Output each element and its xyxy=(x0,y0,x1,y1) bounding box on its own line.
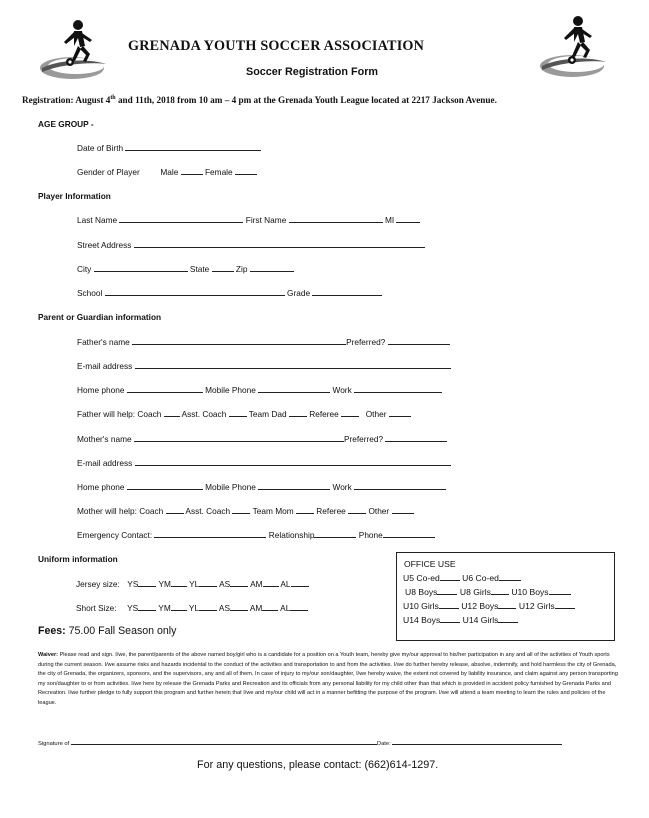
street-row xyxy=(77,239,425,250)
mother-coach-label: Coach xyxy=(139,506,164,516)
fees-value: 75.00 Fall Season only xyxy=(68,625,177,637)
first-name-field[interactable] xyxy=(289,214,383,223)
office-u8-boys-label: U8 Boys xyxy=(405,587,438,597)
office-u12-girls-label: U12 Girls xyxy=(518,601,555,611)
mother-home-phone-label: Home phone xyxy=(77,482,125,492)
shorts-as-label: AS xyxy=(218,603,230,613)
office-row-2 xyxy=(405,586,571,597)
team-mom-field[interactable] xyxy=(296,505,314,514)
first-name-label: First Name xyxy=(245,215,287,225)
shorts-al-label: AL xyxy=(280,603,291,613)
mother-asst-coach-field[interactable] xyxy=(232,505,250,514)
female-label: Female xyxy=(204,167,233,177)
father-other-field[interactable] xyxy=(389,408,411,417)
shorts-yl-field[interactable] xyxy=(199,602,217,611)
mother-name-field[interactable] xyxy=(134,433,344,442)
soccer-player-logo-left xyxy=(38,16,108,82)
state-label: State xyxy=(189,264,210,274)
father-preferred-field[interactable] xyxy=(388,336,450,345)
office-u8-girls-label: U8 Girls xyxy=(459,587,491,597)
shorts-yl-label: YL xyxy=(188,603,200,613)
shorts-am-field[interactable] xyxy=(262,602,278,611)
soccer-player-icon xyxy=(538,12,608,78)
jersey-al-label: AL xyxy=(280,579,291,589)
parent-info-heading: Parent or Guardian information xyxy=(38,312,162,322)
office-u10-girls-field[interactable] xyxy=(439,600,459,609)
zip-label: Zip xyxy=(235,264,248,274)
mother-email-row xyxy=(77,457,451,468)
father-asst-coach-label: Asst. Coach xyxy=(181,409,227,419)
father-email-row xyxy=(77,360,451,371)
office-u6-coed-label: U6 Co-ed xyxy=(462,573,499,583)
father-asst-coach-field[interactable] xyxy=(229,408,247,417)
mother-mobile-field[interactable] xyxy=(258,481,330,490)
fees-row xyxy=(38,625,176,637)
mother-other-label: Other xyxy=(368,506,390,516)
zip-field[interactable] xyxy=(250,263,294,272)
mother-preferred-field[interactable] xyxy=(385,433,447,442)
street-field[interactable] xyxy=(134,239,425,248)
contact-footer: For any questions, please contact: (662)614-1297. xyxy=(197,759,439,771)
office-u12-boys-label: U12 Boys xyxy=(461,601,499,611)
uniform-info-heading: Uniform information xyxy=(38,554,118,564)
office-u8-girls-field[interactable] xyxy=(491,586,509,595)
school-row xyxy=(77,287,382,298)
page-title: GRENADA YOUTH SOCCER ASSOCIATION xyxy=(128,38,425,54)
father-name-label: Father's name xyxy=(77,337,130,347)
office-u5-coed-label: U5 Co-ed xyxy=(403,573,440,583)
father-phone-row xyxy=(77,384,442,395)
emergency-field[interactable] xyxy=(154,529,266,538)
office-u14-boys-label: U14 Boys xyxy=(403,615,441,625)
signature-field[interactable] xyxy=(71,738,377,745)
father-mobile-field[interactable] xyxy=(258,384,330,393)
soccer-player-icon xyxy=(38,16,108,82)
city-label: City xyxy=(77,264,92,274)
mother-coach-field[interactable] xyxy=(166,505,184,514)
mother-phone-row xyxy=(77,481,446,492)
office-row-3 xyxy=(403,600,575,611)
last-name-field[interactable] xyxy=(119,214,243,223)
team-mom-label: Team Mom xyxy=(252,506,294,516)
shorts-ys-label: YS xyxy=(127,603,139,613)
father-work-field[interactable] xyxy=(354,384,442,393)
mother-referee-field[interactable] xyxy=(348,505,366,514)
school-field[interactable] xyxy=(105,287,285,296)
jersey-as-label: AS xyxy=(219,579,231,589)
office-u6-coed-field[interactable] xyxy=(499,572,521,581)
registration-text-rest: and 11th, 2018 from 10 am – 4 pm at the Grenada Youth League located at 2217 Jackson Avenue. xyxy=(115,95,497,106)
father-home-phone-label: Home phone xyxy=(77,385,125,395)
name-row xyxy=(77,214,420,225)
mother-name-row xyxy=(77,433,447,444)
relationship-field[interactable] xyxy=(314,529,356,538)
father-coach-label: Coach xyxy=(137,409,162,419)
jersey-ym-field[interactable] xyxy=(171,578,187,587)
jersey-al-field[interactable] xyxy=(291,578,309,587)
mother-help-row xyxy=(77,505,414,516)
jersey-ys-label: YS xyxy=(127,579,139,589)
team-dad-field[interactable] xyxy=(289,408,307,417)
gender-label: Gender of Player xyxy=(77,167,140,177)
mi-field[interactable] xyxy=(396,214,420,223)
registration-superscript: th xyxy=(110,95,116,101)
father-help-row xyxy=(77,408,411,419)
office-u10-girls-label: U10 Girls xyxy=(403,601,439,611)
shorts-label: Short Size: xyxy=(76,603,117,613)
office-u14-girls-field[interactable] xyxy=(498,614,518,623)
mother-work-label: Work xyxy=(332,482,352,492)
grade-label: Grade xyxy=(287,288,311,298)
jersey-ys-field[interactable] xyxy=(138,578,156,587)
mother-email-field[interactable] xyxy=(135,457,451,466)
office-u14-girls-label: U14 Girls xyxy=(462,615,499,625)
shorts-ym-label: YM xyxy=(158,603,171,613)
office-u14-boys-field[interactable] xyxy=(440,614,460,623)
gender-row xyxy=(77,166,257,177)
office-u12-girls-field[interactable] xyxy=(555,600,575,609)
shorts-ym-field[interactable] xyxy=(171,602,187,611)
father-other-label: Other xyxy=(365,409,387,419)
male-label: Male xyxy=(160,167,179,177)
form-subtitle: Soccer Registration Form xyxy=(246,66,378,78)
dob-row xyxy=(77,142,261,153)
jersey-am-label: AM xyxy=(250,579,263,589)
father-referee-label: Referee xyxy=(309,409,339,419)
shorts-al-field[interactable] xyxy=(290,602,308,611)
dob-field[interactable] xyxy=(125,142,261,151)
waiver-text xyxy=(38,651,623,709)
office-row-4 xyxy=(403,614,518,625)
office-use-box xyxy=(396,552,615,641)
soccer-player-logo-right xyxy=(538,12,608,78)
registration-text-start: Registration: August 4 xyxy=(22,95,111,106)
mother-other-field[interactable] xyxy=(392,505,414,514)
mother-asst-coach-label: Asst. Coach xyxy=(185,506,231,516)
player-info-heading: Player Information xyxy=(38,191,111,201)
jersey-row xyxy=(76,578,309,589)
mother-help-label: Mother will help: xyxy=(77,506,137,516)
mother-name-label: Mother's name xyxy=(77,434,132,444)
date-label: Date: xyxy=(376,741,391,747)
waiver-label: Waiver: xyxy=(38,652,58,658)
team-dad-label: Team Dad xyxy=(248,409,287,419)
mother-preferred-label: Preferred? xyxy=(343,434,384,444)
waiver-body: Please read and sign. I/we, the parent/parents of the above named boy/girl who is a candidate for a position on a Youth team, hereby give my/our approval to his/her participation in any and all of the activities of Youth sports during the current season. I/we assume risks and hazards incidental to the conduct of the activities and transportation to and from the activities. I/we do further hereby release, absolve, indemnify, and hold harmless the city of Grenada, the city of Grenada, the organizers, sponsors, and the supervisors, any and all of them. In case of injury to my/our son/daughter, I/we hereby waive, the extent not covered by liability insurance, and claim against any person transporting my son/daughter to or from activities. I/we here by release the Grenada Parks and Recreation and its officials from any personal liability for my child other than that which is provided in accident policy furnished by Grenada Parks and Recreation. I/we further pledge to fully support this program and further herein that I/we and my/our child will act in a manner befitting the purpose of the program. I/we will attend a team meeting to learn the rules and policies of the league. xyxy=(38,652,618,706)
male-field[interactable] xyxy=(181,166,203,175)
father-coach-field[interactable] xyxy=(164,408,180,417)
father-help-label: Father will help: xyxy=(77,409,136,419)
mother-work-field[interactable] xyxy=(354,481,446,490)
jersey-yl-label: YL xyxy=(189,579,200,589)
father-name-field[interactable] xyxy=(132,336,346,345)
mother-home-phone-field[interactable] xyxy=(127,481,203,490)
last-name-label: Last Name xyxy=(77,215,118,225)
state-field[interactable] xyxy=(212,263,234,272)
mi-label: MI xyxy=(384,215,395,225)
office-row-1 xyxy=(403,572,521,583)
emergency-row xyxy=(77,529,435,540)
shorts-as-field[interactable] xyxy=(230,602,248,611)
father-referee-field[interactable] xyxy=(341,408,359,417)
registration-info xyxy=(22,95,497,105)
shorts-am-label: AM xyxy=(249,603,263,613)
female-field[interactable] xyxy=(235,166,257,175)
office-u8-boys-field[interactable] xyxy=(437,586,457,595)
mother-referee-label: Referee xyxy=(316,506,346,516)
street-label: Street Address xyxy=(77,240,132,250)
mother-email-label: E-mail address xyxy=(77,458,133,468)
jersey-yl-field[interactable] xyxy=(199,578,217,587)
school-label: School xyxy=(77,288,103,298)
father-preferred-label: Preferred? xyxy=(346,337,386,347)
jersey-label: Jersey size: xyxy=(76,579,120,589)
jersey-as-field[interactable] xyxy=(230,578,248,587)
emergency-phone-field[interactable] xyxy=(383,529,435,538)
father-home-phone-field[interactable] xyxy=(127,384,203,393)
father-email-label: E-mail address xyxy=(77,361,133,371)
father-mobile-label: Mobile Phone xyxy=(205,385,256,395)
relationship-label: Relationship xyxy=(268,530,315,540)
shorts-ys-field[interactable] xyxy=(138,602,156,611)
signature-label: Signature of xyxy=(38,741,70,747)
signature-row xyxy=(38,738,562,747)
city-row xyxy=(77,263,294,274)
office-u12-boys-field[interactable] xyxy=(498,600,516,609)
mother-mobile-label: Mobile Phone xyxy=(205,482,256,492)
office-u5-coed-field[interactable] xyxy=(440,572,460,581)
fees-label: Fees: xyxy=(38,625,66,637)
father-work-label: Work xyxy=(332,385,352,395)
office-u10-boys-field[interactable] xyxy=(549,586,571,595)
shorts-row xyxy=(76,602,308,613)
city-field[interactable] xyxy=(94,263,188,272)
office-u10-boys-label: U10 Boys xyxy=(511,587,549,597)
father-email-field[interactable] xyxy=(135,360,451,369)
jersey-ym-label: YM xyxy=(158,579,171,589)
dob-label: Date of Birth xyxy=(77,143,124,153)
emergency-label: Emergency Contact: xyxy=(77,530,153,540)
emergency-phone-label: Phone xyxy=(358,530,383,540)
age-group-heading: AGE GROUP - xyxy=(38,119,94,129)
father-name-row xyxy=(77,336,450,347)
office-use-heading: OFFICE USE xyxy=(404,559,456,569)
grade-field[interactable] xyxy=(312,287,382,296)
jersey-am-field[interactable] xyxy=(263,578,279,587)
date-field[interactable] xyxy=(392,738,562,745)
